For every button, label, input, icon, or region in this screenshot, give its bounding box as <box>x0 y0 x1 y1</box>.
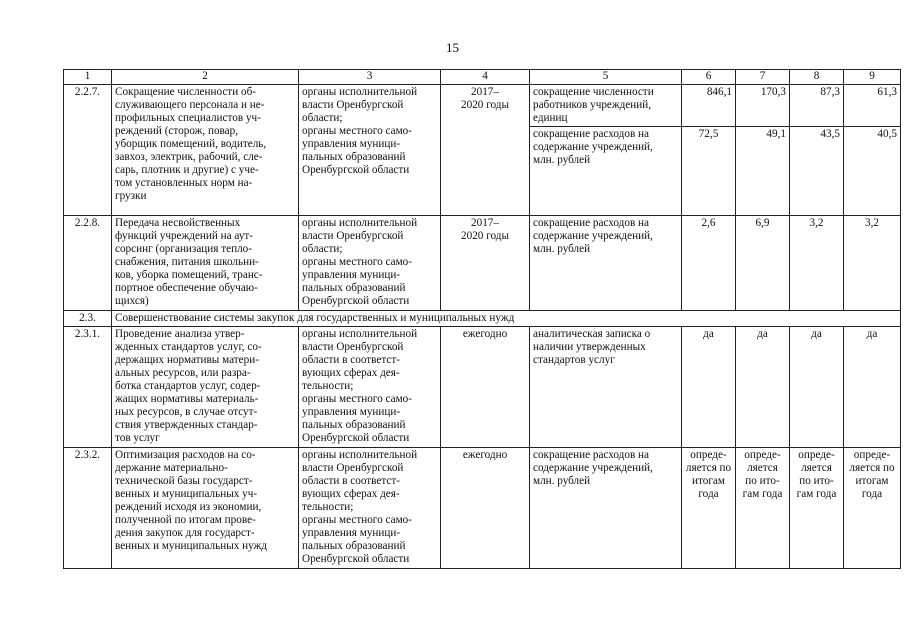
value-cell: 3,2 <box>844 216 901 311</box>
value-cell: 3,2 <box>790 216 844 311</box>
indicator-cell: сокращение расходов на содержание учреждений, млн. рублей <box>530 216 682 311</box>
header-cell: 4 <box>441 70 530 85</box>
measure-cell: Проведение анализа утвер- жденных стандартов услуг, со- держащих нормативы матери- альных ресурсов, или разра- ботка стандартов услуг, содер- жащих нормативы материаль- ных ресурсов, в случае отсут- ствия утвержденных стандар- тов услуг <box>112 327 299 448</box>
header-row <box>64 70 901 85</box>
measure-cell: Оптимизация расходов на со- держание материально- технической базы государст- венных и муниципальных уч- реждений исходя из экономии, полученной по итогам прове- дения закупок для государст- венных и муниципальных нужд <box>112 448 299 569</box>
measure-cell: Сокращение численности об- служивающего персонала и не- профильных специалистов уч- реждений (сторож, повар, уборщик помещений, водитель, завхоз, электрик, рабочий, сле- сарь, плотник и другие) с уче- том установленных норм на- грузки <box>112 85 299 216</box>
period-cell: 2017– 2020 годы <box>441 216 530 311</box>
value-cell: 2,6 <box>682 216 736 311</box>
value-cell: 40,5 <box>844 127 901 216</box>
header-cell: 5 <box>530 70 682 85</box>
header-cell: 3 <box>299 70 441 85</box>
section-number: 2.3. <box>64 311 112 327</box>
value-cell: опреде- ляется по ито- гам года <box>736 448 790 569</box>
indicator-cell: сокращение расходов на содержание учреждений, млн. рублей <box>530 127 682 216</box>
header-cell: 1 <box>64 70 112 85</box>
header-cell: 6 <box>682 70 736 85</box>
executors-cell: органы исполнительной власти Оренбургской области; органы местного само- управления муници- пальных образований Оренбургской области <box>299 216 441 311</box>
table-row <box>64 448 901 569</box>
value-cell: опреде- ляется по итогам года <box>844 448 901 569</box>
period-cell: ежегодно <box>441 327 530 448</box>
header-cell: 9 <box>844 70 901 85</box>
value-cell: 43,5 <box>790 127 844 216</box>
value-cell: да <box>844 327 901 448</box>
executors-cell: органы исполнительной власти Оренбургской области в соответст- вующих сферах дея- тельности; органы местного само- управления муници- пальных образований Оренбургской области <box>299 448 441 569</box>
executors-cell: органы исполнительной власти Оренбургской области в соответст- вующих сферах дея- тельности; органы местного само- управления муници- пальных образований Оренбургской области <box>299 327 441 448</box>
item-number: 2.3.2. <box>64 448 112 569</box>
table-row <box>64 85 901 127</box>
value-cell: 61,3 <box>844 85 901 127</box>
value-cell: да <box>736 327 790 448</box>
header-cell: 8 <box>790 70 844 85</box>
table-row <box>64 327 901 448</box>
table-row <box>64 216 901 311</box>
period-cell: ежегодно <box>441 448 530 569</box>
item-number: 2.2.8. <box>64 216 112 311</box>
period-cell: 2017– 2020 годы <box>441 85 530 216</box>
value-cell: да <box>790 327 844 448</box>
value-cell: 170,3 <box>736 85 790 127</box>
indicator-cell: сокращение расходов на содержание учреждений, млн. рублей <box>530 448 682 569</box>
indicator-cell: аналитическая записка о наличии утвержденных стандартов услуг <box>530 327 682 448</box>
value-cell: 846,1 <box>682 85 736 127</box>
header-cell: 7 <box>736 70 790 85</box>
indicator-cell: сокращение численности работников учреждений, единиц <box>530 85 682 127</box>
value-cell: 72,5 <box>682 127 736 216</box>
item-number: 2.3.1. <box>64 327 112 448</box>
header-cell: 2 <box>112 70 299 85</box>
measures-table <box>63 69 901 569</box>
item-number: 2.2.7. <box>64 85 112 216</box>
measure-cell: Передача несвойственных функций учреждений на аут- сорсинг (организация тепло- снабжения, питания школьни- ков, уборка помещений, транс- портное обеспечение обучаю- щихся) <box>112 216 299 311</box>
section-row <box>64 311 901 327</box>
page-number: 15 <box>446 40 459 55</box>
value-cell: 87,3 <box>790 85 844 127</box>
value-cell: да <box>682 327 736 448</box>
executors-cell: органы исполнительной власти Оренбургской области; органы местного само- управления муници- пальных образований Оренбургской области <box>299 85 441 216</box>
value-cell: 49,1 <box>736 127 790 216</box>
section-title: Совершенствование системы закупок для государственных и муниципальных нужд <box>112 311 901 327</box>
value-cell: 6,9 <box>736 216 790 311</box>
value-cell: опреде- ляется по ито- гам года <box>790 448 844 569</box>
value-cell: опреде- ляется по итогам года <box>682 448 736 569</box>
